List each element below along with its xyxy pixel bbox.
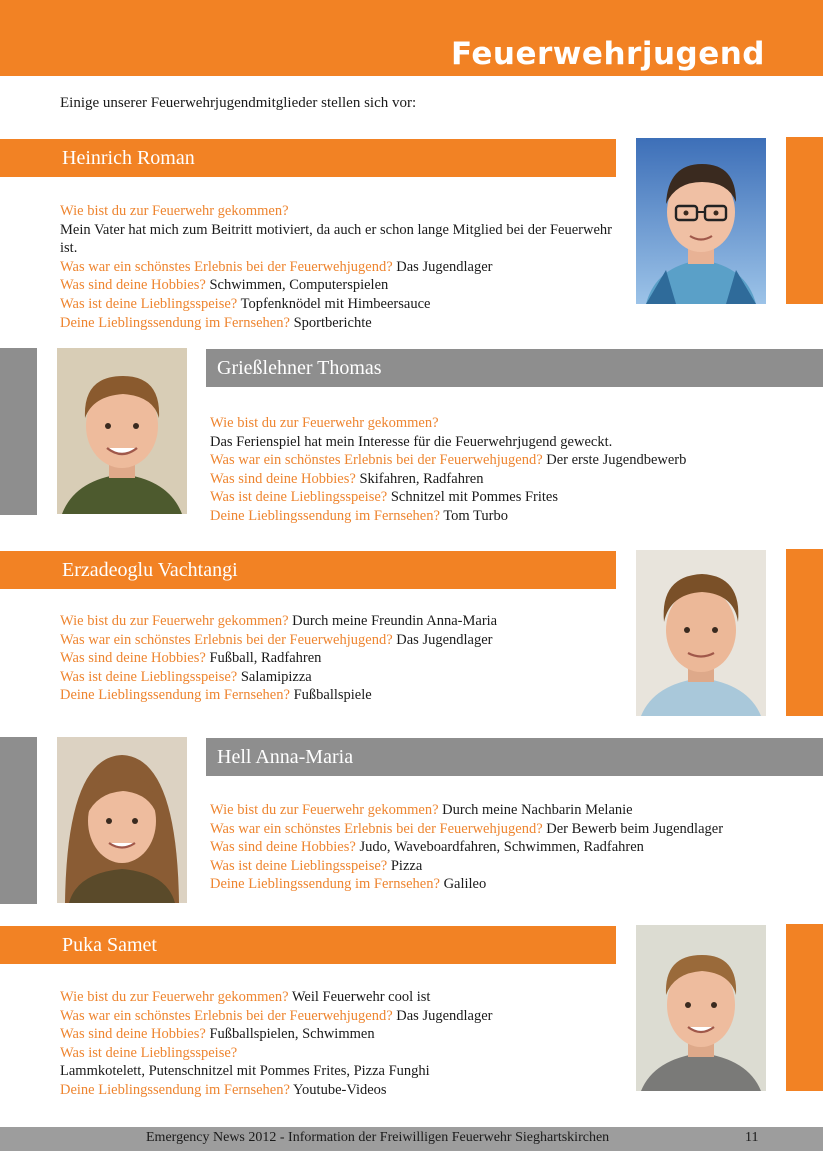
qa-line — [60, 668, 620, 687]
answer: Judo, Waveboardfahren, Schwimmen, Radfahren — [359, 839, 644, 856]
question: Deine Lieblingssendung im Fernsehen? — [60, 1081, 290, 1098]
question: Wie bist du zur Feuerwehr gekommen? — [60, 203, 289, 219]
answer: Der erste Jugendbewerb — [546, 452, 687, 469]
qa-line — [210, 433, 810, 452]
qa-line — [210, 470, 810, 489]
qa-line — [210, 801, 810, 820]
side-accent-bar — [0, 348, 37, 515]
question: Deine Lieblingssendung im Fernsehen? — [210, 876, 440, 893]
answer: Fußballspiele — [293, 687, 372, 704]
qa-line — [60, 258, 612, 277]
portrait-boy — [636, 925, 766, 1091]
profile-name-band — [206, 738, 823, 776]
side-accent-bar — [786, 549, 823, 716]
portrait-boy — [57, 348, 187, 514]
qa-line — [60, 221, 612, 258]
profile-name-band — [0, 139, 616, 177]
question: Was war ein schönstes Erlebnis bei der Feuerwehjugend? — [210, 820, 543, 837]
answer: Schnitzel mit Pommes Frites — [390, 489, 559, 506]
question: Was sind deine Hobbies? — [210, 839, 356, 856]
answer: Salamipizza — [240, 668, 312, 685]
qa-line — [210, 820, 810, 839]
question: Was ist deine Lieblingsspeise? — [210, 857, 388, 874]
question: Was war ein schönstes Erlebnis bei der Feuerwehjugend? — [60, 1007, 393, 1024]
answer: Galileo — [443, 876, 487, 893]
answer: Durch meine Freundin Anna-Maria — [292, 613, 498, 629]
answer: Fußball, Radfahren — [209, 650, 322, 667]
answer: Das Ferienspiel hat mein Interesse für die Feuerwehrjugend geweckt. — [210, 433, 613, 450]
question: Deine Lieblingssendung im Fernsehen? — [60, 687, 290, 704]
answer: Schwimmen, Computerspielen — [209, 277, 389, 294]
intro-text: Einige unserer Feuerwehrjugendmitglieder stellen sich vor: — [60, 95, 417, 111]
qa-line — [60, 1044, 620, 1063]
question: Deine Lieblingssendung im Fernsehen? — [60, 314, 290, 331]
profile-name: Puka Samet — [62, 934, 157, 956]
answer: Durch meine Nachbarin Melanie — [442, 802, 633, 818]
question: Was war ein schönstes Erlebnis bei der Feuerwehjugend? — [60, 258, 393, 275]
profile-photo — [57, 348, 187, 514]
question: Wie bist du zur Feuerwehr gekommen? — [60, 989, 289, 1005]
question: Wie bist du zur Feuerwehr gekommen? — [60, 613, 289, 629]
qa-line — [60, 1081, 620, 1100]
qa-line — [210, 838, 810, 857]
answer: Skifahren, Radfahren — [359, 470, 484, 487]
profile-qa — [210, 414, 810, 526]
answer: Lammkotelett, Putenschnitzel mit Pommes Frites, Pizza Funghi — [60, 1063, 430, 1080]
qa-line — [60, 1025, 620, 1044]
profile-qa — [60, 612, 620, 705]
answer: Fußballspielen, Schwimmen — [209, 1026, 375, 1043]
question: Was ist deine Lieblingsspeise? — [60, 668, 238, 685]
page-number: 11 — [745, 1130, 759, 1145]
qa-line — [60, 631, 620, 650]
portrait-girl — [57, 737, 187, 903]
question: Was ist deine Lieblingsspeise? — [60, 295, 238, 312]
question: Was sind deine Hobbies? — [60, 277, 206, 294]
profile-qa — [60, 988, 620, 1100]
question: Wie bist du zur Feuerwehr gekommen? — [210, 802, 439, 818]
answer: Der Bewerb beim Jugendlager — [546, 820, 724, 837]
qa-line — [60, 202, 612, 221]
profile-name-band — [0, 926, 616, 964]
answer: Mein Vater hat mich zum Beitritt motiviert, da auch er schon lange Mitglied bei der Feuerwehr ist. — [60, 221, 612, 257]
profile-photo — [636, 925, 766, 1091]
profile-name: Erzadeoglu Vachtangi — [62, 559, 238, 581]
question: Deine Lieblingssendung im Fernsehen? — [210, 507, 440, 524]
side-accent-bar — [786, 137, 823, 304]
question: Was ist deine Lieblingsspeise? — [210, 489, 388, 506]
portrait-boy-glasses — [636, 138, 766, 304]
qa-line — [210, 875, 810, 894]
qa-line — [210, 488, 810, 507]
qa-line — [210, 414, 810, 433]
qa-line — [60, 1062, 620, 1081]
answer: Das Jugendlager — [396, 631, 493, 648]
answer: Das Jugendlager — [396, 1007, 493, 1024]
question: Was war ein schönstes Erlebnis bei der Feuerwehjugend? — [60, 631, 393, 648]
qa-line — [60, 686, 620, 705]
qa-line — [60, 612, 620, 631]
profile-photo — [636, 550, 766, 716]
answer: Pizza — [390, 857, 423, 874]
question: Was ist deine Lieblingsspeise? — [60, 1044, 238, 1061]
question: Was sind deine Hobbies? — [60, 650, 206, 667]
profile-qa — [60, 202, 612, 332]
qa-line — [60, 1007, 620, 1026]
qa-line — [210, 451, 810, 470]
footer-text: Emergency News 2012 - Information der Freiwilligen Feuerwehr Sieghartskirchen — [146, 1130, 610, 1145]
answer: Sportberichte — [293, 314, 372, 331]
qa-line — [60, 988, 620, 1007]
profile-name-band — [206, 349, 823, 387]
question: Was war ein schönstes Erlebnis bei der Feuerwehjugend? — [210, 452, 543, 469]
side-accent-bar — [0, 737, 37, 904]
answer: Topfenknödel mit Himbeersauce — [240, 295, 431, 312]
answer: Weil Feuerwehr cool ist — [291, 989, 431, 1005]
question: Wie bist du zur Feuerwehr gekommen? — [210, 415, 439, 431]
profile-name: Heinrich Roman — [62, 147, 195, 169]
qa-line — [60, 649, 620, 668]
profile-name-band — [0, 551, 616, 589]
answer: Youtube-Videos — [293, 1081, 387, 1098]
question: Was sind deine Hobbies? — [210, 470, 356, 487]
answer: Tom Turbo — [443, 507, 508, 524]
qa-line — [210, 857, 810, 876]
question: Was sind deine Hobbies? — [60, 1026, 206, 1043]
side-accent-bar — [786, 924, 823, 1091]
profile-name: Grießlehner Thomas — [217, 357, 382, 379]
profile-qa — [210, 801, 810, 894]
portrait-boy — [636, 550, 766, 716]
qa-line — [60, 314, 612, 333]
answer: Das Jugendlager — [396, 258, 493, 275]
page-title: Feuerwehrjugend — [450, 36, 765, 72]
qa-line — [60, 295, 612, 314]
qa-line — [210, 507, 810, 526]
profile-photo — [57, 737, 187, 903]
profile-name: Hell Anna-Maria — [217, 746, 354, 768]
profile-photo — [636, 138, 766, 304]
qa-line — [60, 276, 612, 295]
